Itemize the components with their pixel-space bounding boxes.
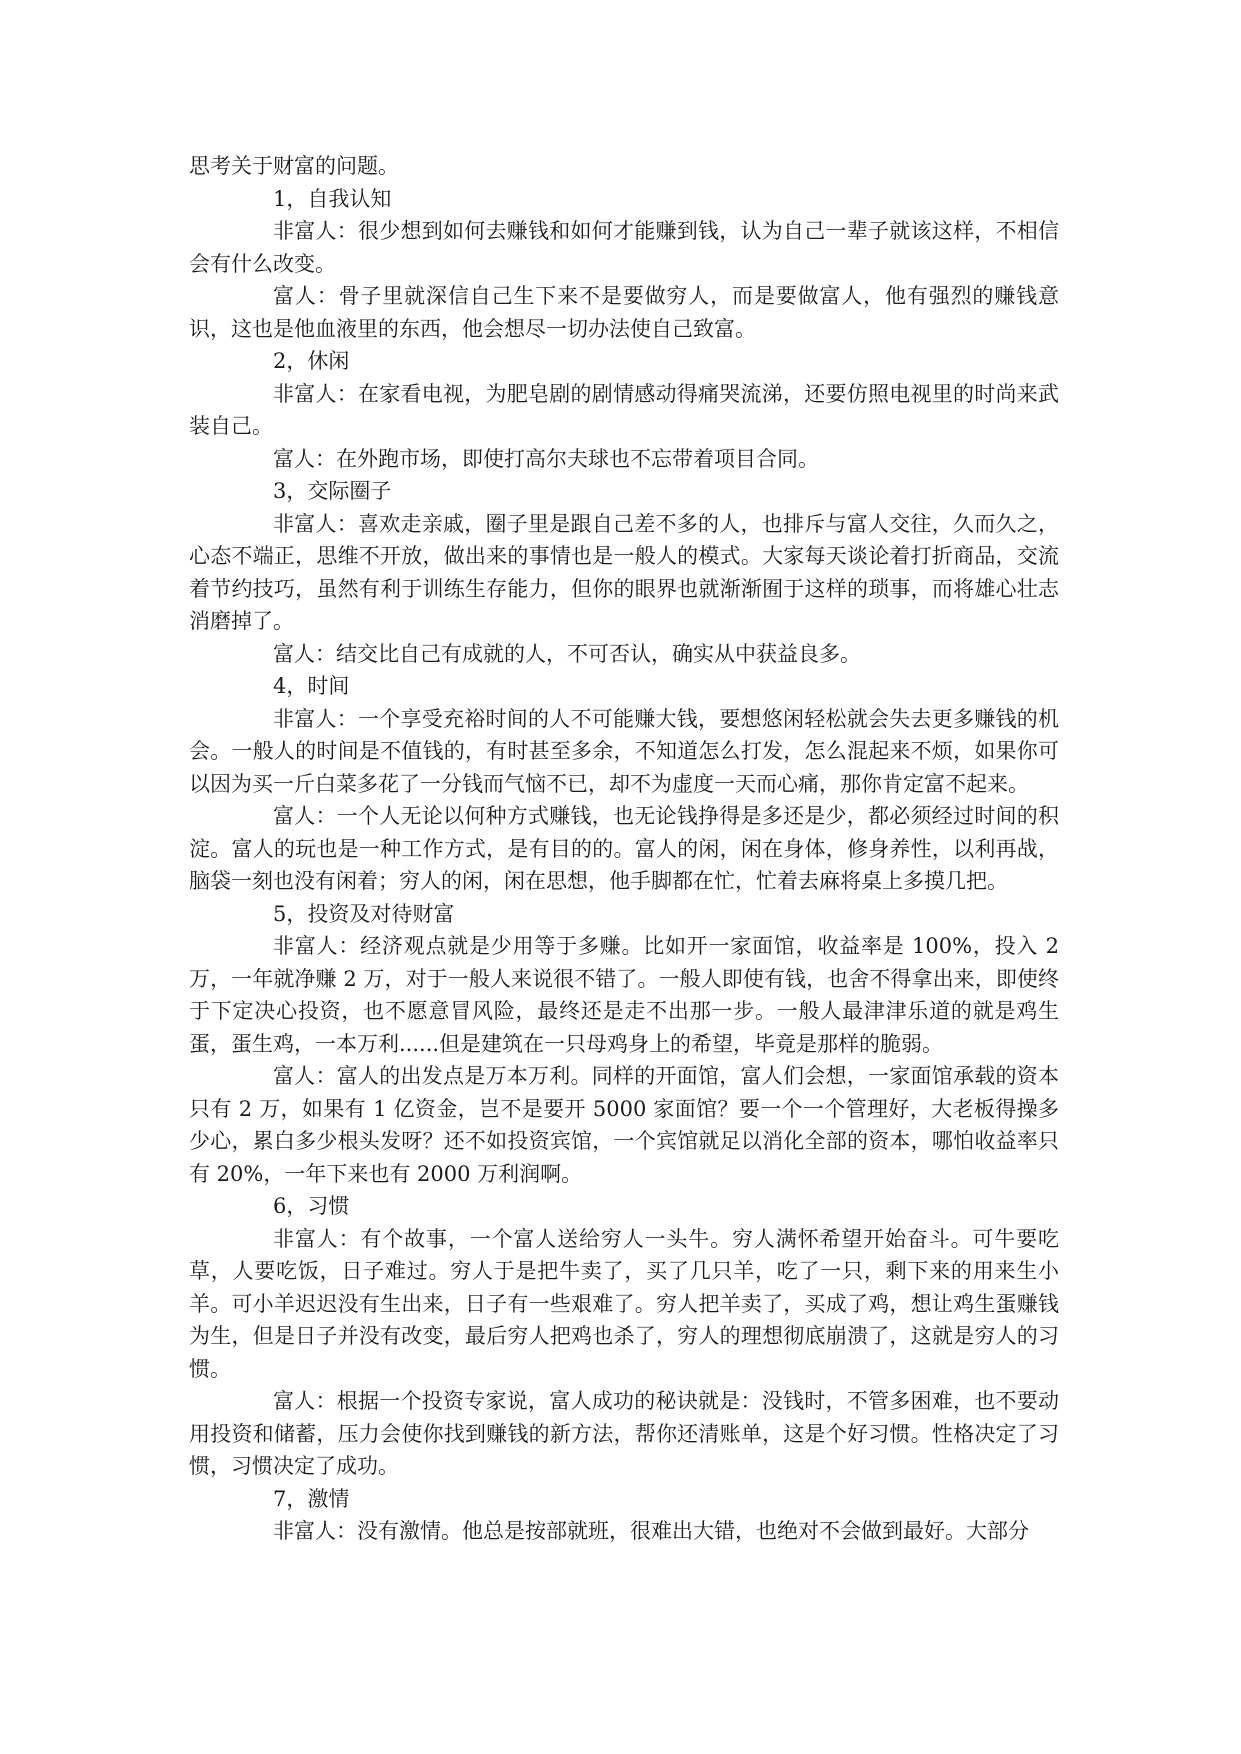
- body-paragraph: 富人：一个人无论以何种方式赚钱，也无论钱挣得是多还是少，都必须经过时间的积淀。富人的玩也是一种工作方式，是有目的的。富人的闲，闲在身体，修身养性，以利再战，脑袋一刻也没有闲着；穷人的闲，闲在思想，他手脚都在忙，忙着去麻将桌上多摸几把。: [189, 804, 1059, 893]
- body-paragraph: 非富人：有个故事，一个富人送给穷人一头牛。穷人满怀希望开始奋斗。可牛要吃草，人要吃饭，日子难过。穷人于是把牛卖了，买了几只羊，吃了一只，剩下来的用来生小羊。可小羊迟迟没有生出来，日子有一些艰难了。穷人把羊卖了，买成了鸡，想让鸡生蛋赚钱为生，但是日子并没有改变，最后穷人把鸡也杀了，穷人的理想彻底崩溃了，这就是穷人的习惯。: [189, 1226, 1059, 1381]
- body-paragraph: 富人：在外跑市场，即使打高尔夫球也不忘带着项目合同。: [273, 446, 819, 471]
- body-paragraph: 富人：富人的出发点是万本万利。同样的开面馆，富人们会想，一家面馆承载的资本只有 2 万，如果有 1 亿资金，岂不是要开 5000 家面馆？要一个一个管理好，大老板得操多少心，累白多少根头发呀？还不如投资宾馆，一个宾馆就足以消化全部的资本，哪怕收益率只有 20%，一年下来也有 2000 万利润啊。: [189, 1064, 1059, 1186]
- body-paragraph: 非富人：没有激情。他总是按部就班，很难出大错，也绝对不会做到最好。大部分: [273, 1519, 1029, 1543]
- section-heading: 5，投资及对待财富: [273, 901, 455, 926]
- section-heading: 6，习惯: [273, 1194, 350, 1218]
- section-heading: 7，激情: [273, 1486, 350, 1511]
- section-heading: 1，自我认知: [273, 186, 392, 211]
- continued-text: 思考关于财富的问题。: [189, 154, 399, 178]
- body-paragraph: 非富人：喜欢走亲戚，圈子里是跟自己差不多的人，也排斥与富人交往，久而久之，心态不端正，思维不开放，做出来的事情也是一般人的模式。大家每天谈论着打折商品，交流着节约技巧，虽然有利于训练生存能力，但你的眼界也就渐渐囿于这样的琐事，而将雄心壮志消磨掉了。: [189, 511, 1059, 633]
- section-heading: 2，休闲: [273, 349, 350, 373]
- body-paragraph: 非富人：在家看电视，为肥皂剧的剧情感动得痛哭流涕，还要仿照电视里的时尚来武装自己。: [189, 381, 1059, 438]
- body-paragraph: 非富人：经济观点就是少用等于多赚。比如开一家面馆，收益率是 100%，投入 2 万，一年就净赚 2 万，对于一般人来说很不错了。一般人即使有钱，也舍不得拿出来，即使终于下定决心投资，也不愿意冒风险，最终还是走不出那一步。一般人最津津乐道的就是鸡生蛋，蛋生鸡，一本万利......但是建筑在一只母鸡身上的希望，毕竟是那样的脆弱。: [189, 934, 1059, 1056]
- section-heading: 3，交际圈子: [273, 479, 392, 503]
- document-body: [189, 150, 1059, 1548]
- body-paragraph: 富人：结交比自己有成就的人，不可否认，确实从中获益良多。: [273, 641, 861, 666]
- body-paragraph: 富人：骨子里就深信自己生下来不是要做穷人，而是要做富人，他有强烈的赚钱意识，这也是他血液里的东西，他会想尽一切办法使自己致富。: [189, 284, 1059, 341]
- body-paragraph: 富人：根据一个投资专家说，富人成功的秘诀就是：没钱时，不管多困难，也不要动用投资和储蓄，压力会使你找到赚钱的新方法，帮你还清账单，这是个好习惯。性格决定了习惯，习惯决定了成功。: [189, 1389, 1059, 1478]
- section-heading: 4，时间: [273, 674, 350, 698]
- body-paragraph: 非富人：很少想到如何去赚钱和如何才能赚到钱，认为自己一辈子就该这样，不相信会有什么改变。: [189, 219, 1059, 276]
- body-paragraph: 非富人：一个享受充裕时间的人不可能赚大钱，要想悠闲轻松就会失去更多赚钱的机会。一般人的时间是不值钱的，有时甚至多余，不知道怎么打发，怎么混起来不烦，如果你可以因为买一斤白菜多花了一分钱而气恼不已，却不为虚度一天而心痛，那你肯定富不起来。: [189, 706, 1059, 796]
